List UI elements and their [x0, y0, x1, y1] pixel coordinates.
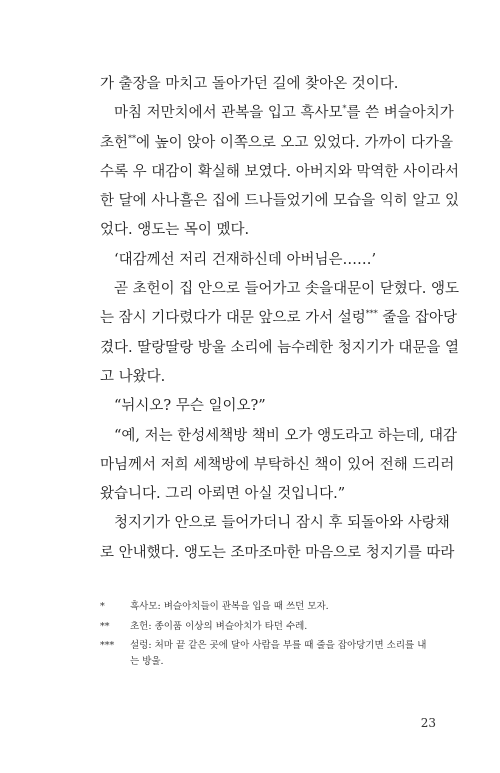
text-line: 가 출장을 마치고 돌아가던 길에 찾아온 것이다.	[100, 76, 399, 92]
page-number: 23	[420, 716, 436, 730]
text-line: 겼다. 딸랑딸랑 방울 소리에 늠수레한 청지기가 대문을 열	[100, 339, 460, 356]
text-line: “뉘시오? 무슨 일이오?”	[114, 398, 266, 415]
text-line: 수록 우 대감이 확실해 보였다. 아버지와 막역한 사이라서	[100, 163, 460, 180]
footnote-marker: ***	[365, 309, 378, 319]
footnote-item	[100, 599, 430, 615]
text-line: “예, 저는 한성세책방 책비 오가 앵도라고 하는데, 대감	[114, 427, 458, 444]
footnote-item	[100, 638, 430, 669]
footnote-item	[100, 619, 430, 635]
text-line: ‘대감께선 저리 건재하신데 아버님은……’	[114, 251, 377, 268]
footnote-mark: ***	[100, 640, 115, 651]
text-line: 마님께서 저희 세책방에 부탁하신 책이 있어 전해 드리러	[100, 456, 455, 473]
text-line: 곧 초헌이 집 안으로 들어가고 솟을대문이 닫혔다. 앵도	[114, 281, 460, 298]
text-line: 초헌**에 높이 앉아 이쪽으로 오고 있었다. 가까이 다가올	[100, 133, 454, 151]
footnote-text: 설렁: 처마 끝 같은 곳에 달아 사람을 부를 때 줄을 잡아당기면 소리를 내는 방울.	[130, 640, 427, 667]
body-text	[100, 70, 460, 568]
text-line: 왔습니다. 그리 아뢰면 아실 것입니다.”	[100, 486, 346, 503]
footnote-text: 초헌: 종이품 이상의 벼슬아치가 타던 수레.	[130, 620, 308, 632]
footnotes	[100, 599, 430, 673]
text-line: 로 안내했다. 앵도는 조마조마한 마음으로 청지기를 따라	[100, 544, 455, 561]
footnote-marker: **	[128, 133, 137, 143]
footnote-text: 흑사모: 벼슬아치들이 관복을 입을 때 쓰던 모자.	[130, 601, 329, 612]
text-line: 는 잠시 기다렸다가 대문 앞으로 가서 설렁*** 줄을 잡아당	[100, 309, 458, 327]
text-line: 한 달에 사나흘은 집에 드나들었기에 모습을 익히 알고 있	[100, 193, 460, 210]
text-line: 마침 저만치에서 관복을 입고 흑사모*를 쓴 벼슬아치가	[114, 104, 454, 122]
text-line: 었다. 앵도는 목이 멨다.	[100, 222, 250, 239]
footnote-mark: **	[100, 620, 110, 632]
footnote-marker: *	[342, 104, 347, 114]
text-line: 청지기가 안으로 들어가더니 잠시 후 되돌아와 사랑채	[114, 515, 450, 532]
footnote-mark: *	[100, 601, 105, 612]
text-line: 고 나왔다.	[100, 368, 166, 385]
